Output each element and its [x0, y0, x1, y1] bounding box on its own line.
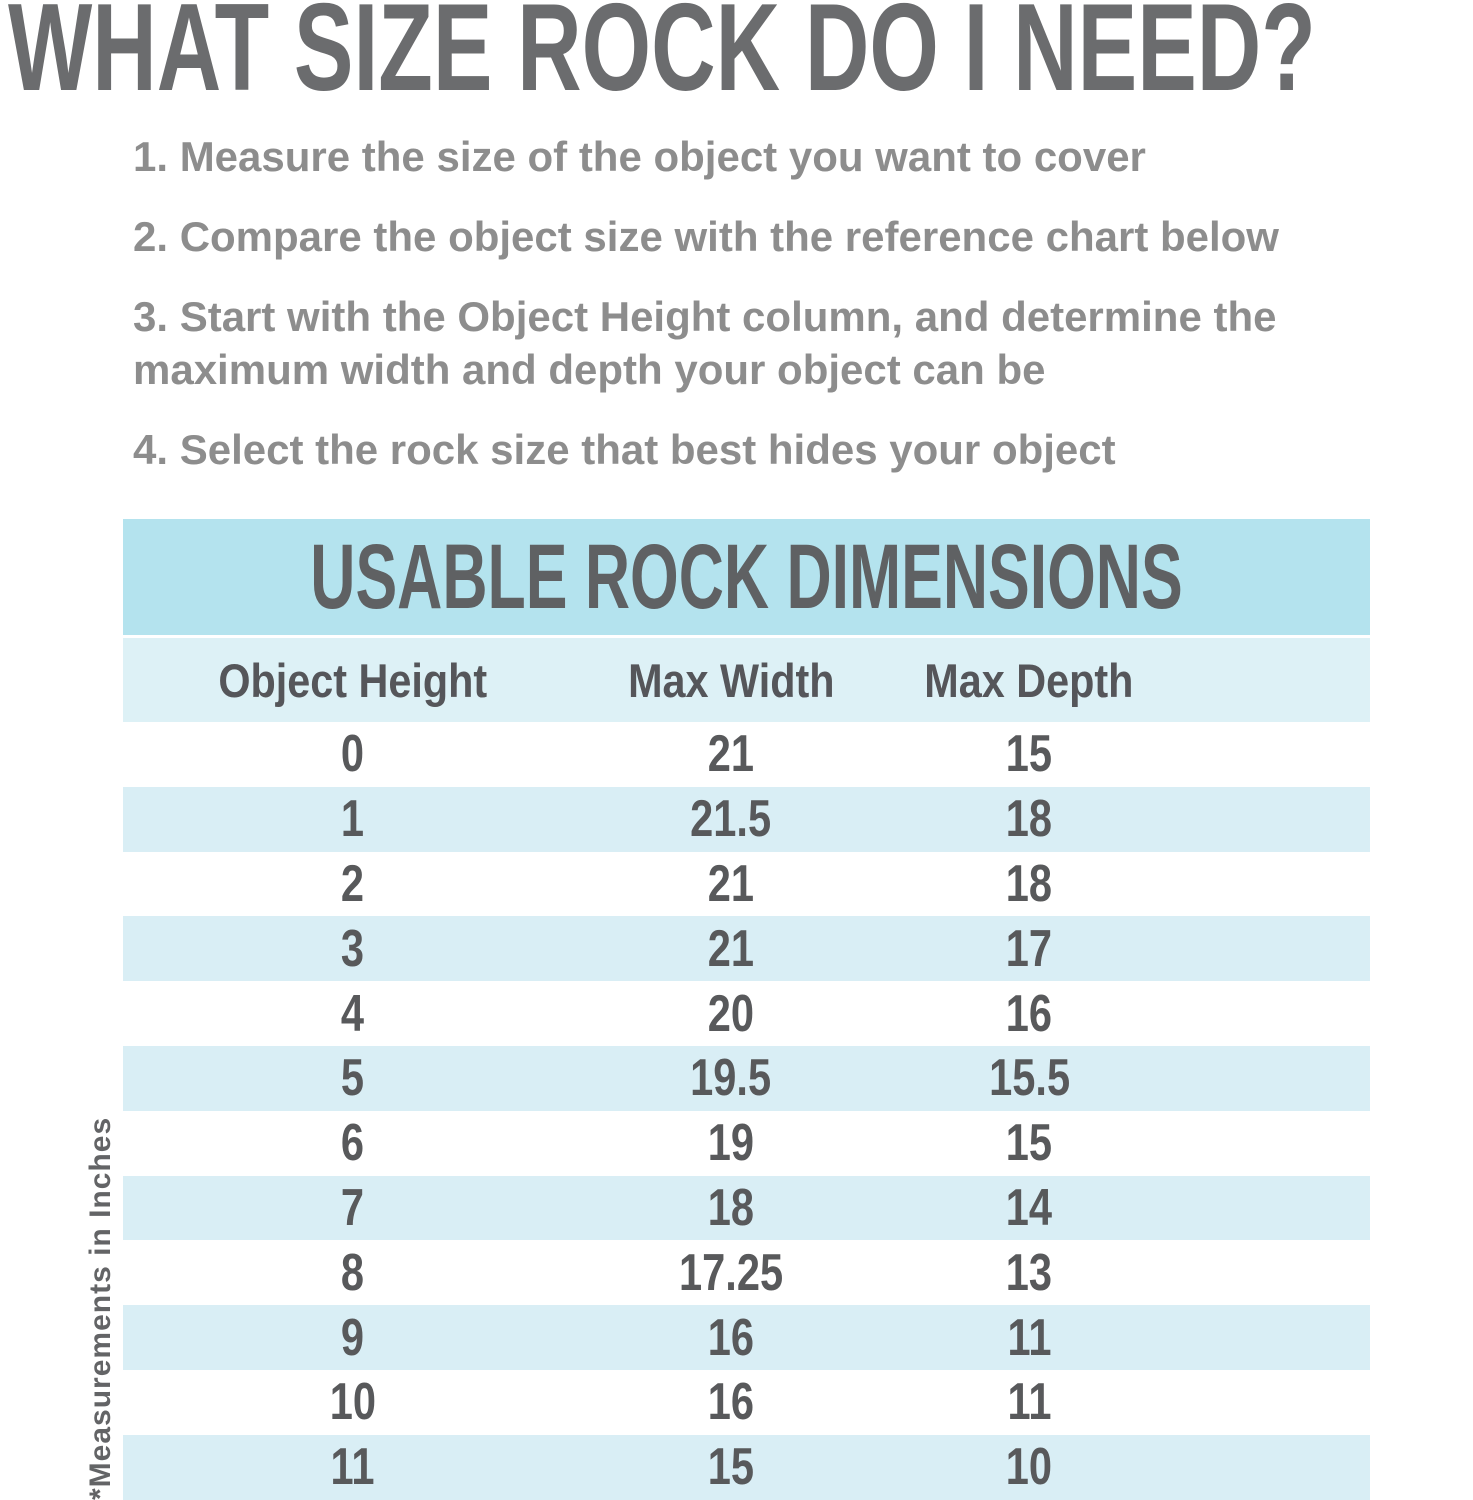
- table-row: [123, 1046, 1370, 1111]
- max-depth-value: 17: [1006, 919, 1053, 978]
- max-depth-value: 16: [1006, 984, 1053, 1043]
- object-height-value: 8: [340, 1243, 365, 1302]
- table-row: [123, 1176, 1370, 1241]
- table-row: [123, 787, 1370, 852]
- max-width-value: 19: [707, 1114, 755, 1173]
- max-width-value: 16: [707, 1308, 755, 1367]
- object-height-value: 1: [340, 790, 365, 849]
- max-width-value: 17.25: [678, 1243, 784, 1302]
- max-depth-value: 11: [1007, 1373, 1052, 1432]
- step-2: [133, 210, 1453, 263]
- object-height-value: 7: [340, 1178, 365, 1237]
- table-row: [123, 1111, 1370, 1176]
- step-3-text-line1: 3. Start with the Object Height column, and determine the: [133, 293, 1277, 340]
- max-width-value: 20: [707, 984, 755, 1043]
- object-height-value: 6: [340, 1114, 365, 1173]
- max-depth-value: 18: [1006, 854, 1053, 913]
- step-3-text-line2: maximum width and depth your object can be: [133, 346, 1046, 393]
- max-depth-value: 13: [1006, 1243, 1053, 1302]
- step-4-text: 4. Select the rock size that best hides your object: [133, 426, 1116, 473]
- table-rows: [123, 722, 1370, 1500]
- column-header-max-depth: Max Depth: [924, 653, 1134, 707]
- max-width-value: 21: [707, 854, 755, 913]
- dimensions-table: [123, 519, 1370, 1500]
- max-depth-value: 10: [1006, 1438, 1053, 1497]
- table-title-band: [123, 519, 1370, 635]
- column-header-object-height: Object Height: [218, 653, 487, 707]
- max-width-value: 18: [707, 1178, 755, 1237]
- table-row: [123, 981, 1370, 1046]
- object-height-value: 10: [329, 1373, 376, 1432]
- max-width-value: 21: [707, 725, 755, 784]
- step-4: [133, 423, 1453, 476]
- column-header-max-width: Max Width: [627, 653, 835, 707]
- table-title: USABLE ROCK DIMENSIONS: [310, 526, 1183, 628]
- table-row: [123, 1305, 1370, 1370]
- max-depth-value: 15: [1006, 1114, 1053, 1173]
- max-depth-value: 15: [1006, 725, 1053, 784]
- table-row: [123, 852, 1370, 917]
- max-width-value: 21: [707, 919, 755, 978]
- max-depth-value: 15.5: [988, 1049, 1070, 1108]
- table-row: [123, 1240, 1370, 1305]
- table-row: [123, 1370, 1370, 1435]
- object-height-value: 9: [340, 1308, 365, 1367]
- table-row: [123, 722, 1370, 787]
- step-2-text: 2. Compare the object size with the reference chart below: [133, 213, 1279, 260]
- max-width-value: 19.5: [690, 1049, 772, 1108]
- table-column-headers: [123, 638, 1370, 722]
- measurements-footnote: *Measurements in Inches: [84, 1116, 117, 1500]
- max-width-value: 15: [707, 1438, 755, 1497]
- table-row: [123, 1435, 1370, 1500]
- object-height-value: 5: [340, 1049, 365, 1108]
- max-depth-value: 14: [1006, 1178, 1053, 1237]
- object-height-value: 0: [340, 725, 365, 784]
- instruction-steps: [133, 130, 1453, 503]
- step-3: [133, 290, 1453, 396]
- object-height-value: 2: [340, 854, 365, 913]
- max-depth-value: 18: [1006, 790, 1053, 849]
- step-1-text: 1. Measure the size of the object you want to cover: [133, 133, 1146, 180]
- object-height-value: 4: [340, 984, 365, 1043]
- page-title: [8, 0, 1473, 117]
- step-1: [133, 130, 1453, 183]
- max-depth-value: 11: [1007, 1308, 1052, 1367]
- max-width-value: 21.5: [690, 790, 772, 849]
- max-width-value: 16: [707, 1373, 755, 1432]
- object-height-value: 11: [330, 1438, 375, 1497]
- object-height-value: 3: [340, 919, 365, 978]
- table-row: [123, 916, 1370, 981]
- page-title-text: WHAT SIZE ROCK DO I NEED?: [8, 0, 1316, 117]
